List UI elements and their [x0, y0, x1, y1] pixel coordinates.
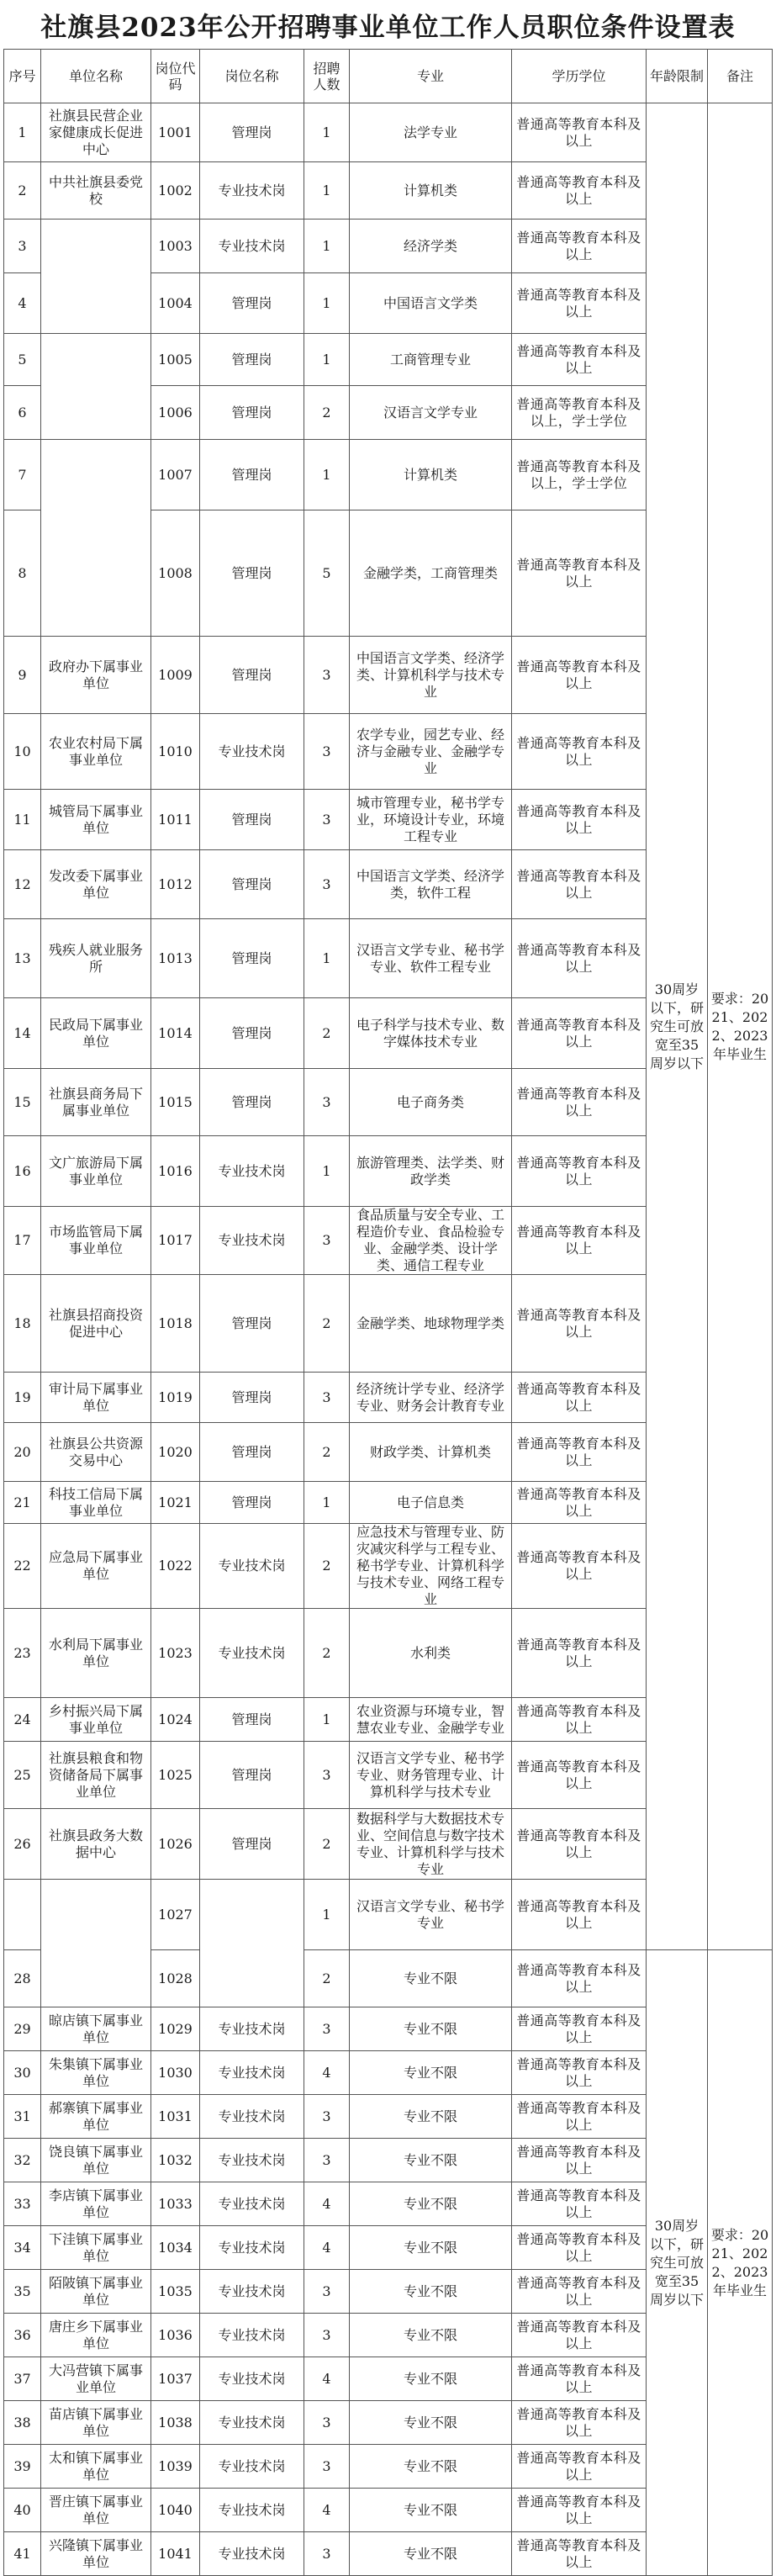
cell-unit: 社旗县政务大数据中心	[41, 1809, 151, 1880]
cell-post: 管理岗	[200, 1742, 304, 1809]
cell-no: 29	[4, 2007, 41, 2051]
cell-no: 41	[4, 2532, 41, 2576]
cell-major: 专业不限	[350, 2051, 512, 2095]
cell-post: 专业技术岗	[200, 2401, 304, 2445]
cell-major: 汉语言文学专业、秘书学专业、财务管理专业、计算机科学与技术专业	[350, 1742, 512, 1809]
cell-unit: 陌陂镇下属事业单位	[41, 2270, 151, 2314]
cell-unit: 民政局下属事业单位	[41, 998, 151, 1069]
cell-unit	[41, 1880, 151, 2007]
cell-num: 4	[304, 2226, 350, 2270]
cell-num: 1	[304, 334, 350, 386]
cell-no: 35	[4, 2270, 41, 2314]
cell-edu: 普通高等教育本科及以上	[512, 714, 647, 790]
cell-unit: 饶良镇下属事业单位	[41, 2139, 151, 2182]
cell-num: 3	[304, 2095, 350, 2139]
cell-no: 34	[4, 2226, 41, 2270]
cell-no: 22	[4, 1524, 41, 1609]
cell-major: 中国语言文学类、经济学类，软件工程	[350, 850, 512, 919]
cell-post: 管理岗	[200, 1809, 304, 1880]
cell-code: 1031	[151, 2095, 200, 2139]
cell-code: 1007	[151, 440, 200, 510]
cell-edu: 普通高等教育本科及以上	[512, 1609, 647, 1698]
cell-unit: 政府办下属事业单位	[41, 637, 151, 714]
cell-unit: 晋庄镇下属事业单位	[41, 2489, 151, 2532]
cell-no: 11	[4, 790, 41, 850]
cell-unit: 苗店镇下属事业单位	[41, 2401, 151, 2445]
cell-unit: 李店镇下属事业单位	[41, 2182, 151, 2226]
cell-unit: 唐庄乡下属事业单位	[41, 2314, 151, 2357]
cell-num: 3	[304, 2314, 350, 2357]
cell-no: 24	[4, 1698, 41, 1742]
header-no: 序号	[4, 50, 41, 103]
cell-num: 4	[304, 2051, 350, 2095]
cell-unit: 社旗县公共资源交易中心	[41, 1423, 151, 1482]
cell-code: 1017	[151, 1207, 200, 1275]
cell-major: 专业不限	[350, 2489, 512, 2532]
cell-major: 专业不限	[350, 2095, 512, 2139]
cell-no: 12	[4, 850, 41, 919]
cell-major: 专业不限	[350, 2007, 512, 2051]
cell-unit: 兴隆镇下属事业单位	[41, 2532, 151, 2576]
cell-major: 金融学类、地球物理学类	[350, 1275, 512, 1373]
cell-major: 汉语言文学专业	[350, 386, 512, 440]
cell-edu: 普通高等教育本科及以上	[512, 850, 647, 919]
header-num: 招聘人数	[304, 50, 350, 103]
cell-major: 专业不限	[350, 2401, 512, 2445]
cell-edu: 普通高等教育本科及以上	[512, 637, 647, 714]
cell-major: 电子信息类	[350, 1482, 512, 1524]
cell-no: 26	[4, 1809, 41, 1880]
cell-unit: 晾店镇下属事业单位	[41, 2007, 151, 2051]
cell-num: 3	[304, 2007, 350, 2051]
cell-no: 36	[4, 2314, 41, 2357]
cell-post: 管理岗	[200, 103, 304, 162]
cell-major: 专业不限	[350, 2445, 512, 2489]
header-unit: 单位名称	[41, 50, 151, 103]
cell-no: 9	[4, 637, 41, 714]
cell-code: 1029	[151, 2007, 200, 2051]
cell-unit: 文广旅游局下属事业单位	[41, 1136, 151, 1207]
cell-major: 旅游管理类、法学类、财政学类	[350, 1136, 512, 1207]
cell-major: 电子科学与技术专业、数字媒体技术专业	[350, 998, 512, 1069]
cell-no: 4	[4, 273, 41, 334]
cell-code: 1008	[151, 510, 200, 637]
cell-major: 数据科学与大数据技术专业、空间信息与数字技术专业、计算机科学与技术专业	[350, 1809, 512, 1880]
cell-major: 专业不限	[350, 2182, 512, 2226]
cell-edu: 普通高等教育本科及以上	[512, 1809, 647, 1880]
cell-code: 1024	[151, 1698, 200, 1742]
cell-code: 1021	[151, 1482, 200, 1524]
cell-num: 1	[304, 220, 350, 273]
cell-edu: 普通高等教育本科及以上	[512, 790, 647, 850]
cell-post: 专业技术岗	[200, 2270, 304, 2314]
cell-major: 专业不限	[350, 1950, 512, 2007]
cell-unit: 残疾人就业服务所	[41, 919, 151, 998]
cell-num: 3	[304, 850, 350, 919]
cell-edu: 普通高等教育本科及以上	[512, 1423, 647, 1482]
cell-edu: 普通高等教育本科及以上	[512, 2182, 647, 2226]
cell-code: 1033	[151, 2182, 200, 2226]
cell-unit: 市场监管局下属事业单位	[41, 1207, 151, 1275]
cell-edu: 普通高等教育本科及以上	[512, 2270, 647, 2314]
cell-major: 专业不限	[350, 2357, 512, 2401]
cell-num: 3	[304, 2401, 350, 2445]
cell-code: 1015	[151, 1069, 200, 1136]
header-row	[4, 50, 773, 103]
cell-post: 管理岗	[200, 334, 304, 386]
cell-unit: 科技工信局下属事业单位	[41, 1482, 151, 1524]
cell-edu: 普通高等教育本科及以上	[512, 220, 647, 273]
cell-edu: 普通高等教育本科及以上	[512, 1136, 647, 1207]
header-note: 备注	[708, 50, 773, 103]
cell-unit: 下洼镇下属事业单位	[41, 2226, 151, 2270]
cell-edu: 普通高等教育本科及以上	[512, 1069, 647, 1136]
cell-num: 1	[304, 103, 350, 162]
header-post: 岗位名称	[200, 50, 304, 103]
cell-major: 专业不限	[350, 2139, 512, 2182]
cell-code: 1026	[151, 1809, 200, 1880]
cell-code: 1016	[151, 1136, 200, 1207]
cell-edu: 普通高等教育本科及以上	[512, 1742, 647, 1809]
header-major: 专业	[350, 50, 512, 103]
cell-major: 汉语言文学专业、秘书学专业、软件工程专业	[350, 919, 512, 998]
cell-post: 管理岗	[200, 273, 304, 334]
cell-no: 3	[4, 220, 41, 273]
cell-unit: 社旗县商务局下属事业单位	[41, 1069, 151, 1136]
cell-post: 管理岗	[200, 919, 304, 998]
cell-no: 14	[4, 998, 41, 1069]
cell-code: 1014	[151, 998, 200, 1069]
cell-edu: 普通高等教育本科及以上	[512, 2007, 647, 2051]
cell-num: 1	[304, 919, 350, 998]
cell-code: 1019	[151, 1373, 200, 1423]
cell-no: 32	[4, 2139, 41, 2182]
cell-code: 1004	[151, 273, 200, 334]
cell-no: 21	[4, 1482, 41, 1524]
cell-edu: 普通高等教育本科及以上	[512, 1373, 647, 1423]
cell-num: 2	[304, 1275, 350, 1373]
cell-edu: 普通高等教育本科及以上	[512, 2051, 647, 2095]
cell-num: 3	[304, 1373, 350, 1423]
cell-num: 3	[304, 1069, 350, 1136]
cell-no: 25	[4, 1742, 41, 1809]
cell-post: 管理岗	[200, 637, 304, 714]
cell-no: 16	[4, 1136, 41, 1207]
cell-unit: 中共社旗县委党校	[41, 162, 151, 220]
cell-code: 1022	[151, 1524, 200, 1609]
cell-major: 经济学类	[350, 220, 512, 273]
cell-code: 1001	[151, 103, 200, 162]
cell-post: 管理岗	[200, 790, 304, 850]
cell-code: 1006	[151, 386, 200, 440]
cell-code: 1041	[151, 2532, 200, 2576]
cell-edu: 普通高等教育本科及以上	[512, 998, 647, 1069]
cell-num: 3	[304, 790, 350, 850]
cell-no: 15	[4, 1069, 41, 1136]
cell-edu: 普通高等教育本科及以上	[512, 103, 647, 162]
cell-num: 3	[304, 714, 350, 790]
cell-code: 1034	[151, 2226, 200, 2270]
cell-major: 财政学类、计算机类	[350, 1423, 512, 1482]
cell-code: 1005	[151, 334, 200, 386]
cell-major: 计算机类	[350, 440, 512, 510]
cell-num: 2	[304, 1950, 350, 2007]
cell-age-limit: 30周岁以下，研究生可放宽至35周岁以下	[647, 103, 708, 1950]
cell-code: 1023	[151, 1609, 200, 1698]
cell-code: 1039	[151, 2445, 200, 2489]
cell-major: 专业不限	[350, 2314, 512, 2357]
cell-post: 管理岗	[200, 510, 304, 637]
cell-note: 要求：2021、2022、2023年毕业生	[708, 103, 773, 1950]
positions-table	[3, 49, 773, 2576]
cell-major: 工商管理专业	[350, 334, 512, 386]
cell-edu: 普通高等教育本科及以上	[512, 1950, 647, 2007]
cell-num: 3	[304, 2139, 350, 2182]
cell-code: 1013	[151, 919, 200, 998]
cell-post: 专业技术岗	[200, 2051, 304, 2095]
cell-edu: 普通高等教育本科及以上	[512, 2445, 647, 2489]
cell-edu: 普通高等教育本科及以上	[512, 2401, 647, 2445]
cell-edu: 普通高等教育本科及以上	[512, 919, 647, 998]
cell-no: 7	[4, 440, 41, 510]
cell-post: 管理岗	[200, 1069, 304, 1136]
cell-num: 4	[304, 2182, 350, 2226]
cell-num: 1	[304, 1482, 350, 1524]
cell-major: 农学专业，园艺专业、经济与金融专业、金融学专业	[350, 714, 512, 790]
cell-unit: 社旗县民营企业家健康成长促进中心	[41, 103, 151, 162]
cell-major: 计算机类	[350, 162, 512, 220]
cell-code: 1038	[151, 2401, 200, 2445]
cell-major: 专业不限	[350, 2270, 512, 2314]
cell-code: 1003	[151, 220, 200, 273]
cell-major: 金融学类，工商管理类	[350, 510, 512, 637]
cell-edu: 普通高等教育本科及以上	[512, 1275, 647, 1373]
cell-major: 中国语言文学类	[350, 273, 512, 334]
cell-unit: 太和镇下属事业单位	[41, 2445, 151, 2489]
table-row	[4, 103, 773, 162]
cell-num: 3	[304, 637, 350, 714]
cell-no: 30	[4, 2051, 41, 2095]
cell-post: 专业技术岗	[200, 2357, 304, 2401]
cell-no: 40	[4, 2489, 41, 2532]
cell-no: 37	[4, 2357, 41, 2401]
cell-edu: 普通高等教育本科及以上	[512, 2532, 647, 2576]
cell-edu: 普通高等教育本科及以上	[512, 1880, 647, 1950]
cell-post: 管理岗	[200, 998, 304, 1069]
cell-code: 1002	[151, 162, 200, 220]
cell-num: 2	[304, 1609, 350, 1698]
header-age: 年龄限制	[647, 50, 708, 103]
cell-unit: 社旗县粮食和物资储备局下属事业单位	[41, 1742, 151, 1809]
cell-code: 1027	[151, 1880, 200, 1950]
cell-unit: 郝寨镇下属事业单位	[41, 2095, 151, 2139]
cell-no: 6	[4, 386, 41, 440]
cell-no: 23	[4, 1609, 41, 1698]
cell-major: 水利类	[350, 1609, 512, 1698]
cell-code: 1025	[151, 1742, 200, 1809]
cell-num: 3	[304, 2532, 350, 2576]
cell-major: 应急技术与管理专业、防灾减灾科学与工程专业、秘书学专业、计算机科学与技术专业、网络工程专业	[350, 1524, 512, 1609]
cell-num: 1	[304, 162, 350, 220]
cell-num: 1	[304, 1880, 350, 1950]
cell-code: 1030	[151, 2051, 200, 2095]
cell-post: 专业技术岗	[200, 220, 304, 273]
cell-unit: 乡村振兴局下属事业单位	[41, 1698, 151, 1742]
header-code: 岗位代码	[151, 50, 200, 103]
cell-edu: 普通高等教育本科及以上	[512, 2139, 647, 2182]
cell-no	[4, 1880, 41, 1950]
cell-unit: 发改委下属事业单位	[41, 850, 151, 919]
cell-major: 电子商务类	[350, 1069, 512, 1136]
cell-num: 1	[304, 440, 350, 510]
cell-edu: 普通高等教育本科及以上	[512, 2095, 647, 2139]
cell-num: 4	[304, 2489, 350, 2532]
cell-no: 10	[4, 714, 41, 790]
cell-code: 1035	[151, 2270, 200, 2314]
cell-num: 3	[304, 1207, 350, 1275]
cell-num: 2	[304, 998, 350, 1069]
cell-major: 汉语言文学专业、秘书学专业	[350, 1880, 512, 1950]
cell-post: 专业技术岗	[200, 2182, 304, 2226]
cell-edu: 普通高等教育本科及以上	[512, 162, 647, 220]
cell-major: 食品质量与安全专业、工程造价专业、食品检验专业、金融学类、设计学类、通信工程专业	[350, 1207, 512, 1275]
cell-post: 管理岗	[200, 1373, 304, 1423]
cell-edu: 普通高等教育本科及以上	[512, 2489, 647, 2532]
cell-major: 中国语言文学类、经济学类、计算机科学与技术专业	[350, 637, 512, 714]
cell-unit	[41, 220, 151, 334]
cell-post: 管理岗	[200, 440, 304, 510]
cell-post: 专业技术岗	[200, 2095, 304, 2139]
cell-num: 1	[304, 1698, 350, 1742]
cell-no: 28	[4, 1950, 41, 2007]
cell-post: 管理岗	[200, 1482, 304, 1524]
cell-no: 17	[4, 1207, 41, 1275]
cell-no: 20	[4, 1423, 41, 1482]
cell-unit: 农业农村局下属事业单位	[41, 714, 151, 790]
cell-post: 专业技术岗	[200, 2489, 304, 2532]
cell-post: 专业技术岗	[200, 162, 304, 220]
cell-post: 专业技术岗	[200, 1524, 304, 1609]
cell-post: 专业技术岗	[200, 1136, 304, 1207]
cell-num: 1	[304, 273, 350, 334]
cell-code: 1032	[151, 2139, 200, 2182]
cell-code: 1009	[151, 637, 200, 714]
cell-no: 13	[4, 919, 41, 998]
cell-unit: 应急局下属事业单位	[41, 1524, 151, 1609]
cell-major: 专业不限	[350, 2532, 512, 2576]
cell-post: 专业技术岗	[200, 2532, 304, 2576]
cell-edu: 普通高等教育本科及以上	[512, 1482, 647, 1524]
cell-post: 管理岗	[200, 386, 304, 440]
cell-edu: 普通高等教育本科及以上，学士学位	[512, 440, 647, 510]
cell-unit: 审计局下属事业单位	[41, 1373, 151, 1423]
cell-num: 2	[304, 386, 350, 440]
cell-code: 1037	[151, 2357, 200, 2401]
cell-no: 38	[4, 2401, 41, 2445]
header-edu: 学历学位	[512, 50, 647, 103]
cell-post: 专业技术岗	[200, 1609, 304, 1698]
cell-num: 5	[304, 510, 350, 637]
cell-num: 3	[304, 1742, 350, 1809]
cell-post: 专业技术岗	[200, 2314, 304, 2357]
cell-edu: 普通高等教育本科及以上	[512, 1207, 647, 1275]
cell-unit	[41, 440, 151, 637]
cell-no: 2	[4, 162, 41, 220]
cell-post: 专业技术岗	[200, 2226, 304, 2270]
cell-num: 2	[304, 1524, 350, 1609]
cell-code: 1012	[151, 850, 200, 919]
cell-post: 专业技术岗	[200, 714, 304, 790]
cell-code: 1020	[151, 1423, 200, 1482]
cell-edu: 普通高等教育本科及以上	[512, 334, 647, 386]
cell-no: 33	[4, 2182, 41, 2226]
cell-code: 1010	[151, 714, 200, 790]
cell-num: 3	[304, 2445, 350, 2489]
cell-no: 39	[4, 2445, 41, 2489]
cell-major: 专业不限	[350, 2226, 512, 2270]
cell-major: 农业资源与环境专业，智慧农业专业、金融学专业	[350, 1698, 512, 1742]
cell-note: 要求：2021、2022、2023年毕业生	[708, 1950, 773, 2576]
cell-post: 管理岗	[200, 850, 304, 919]
cell-code: 1018	[151, 1275, 200, 1373]
cell-post: 管理岗	[200, 1275, 304, 1373]
cell-num: 4	[304, 2357, 350, 2401]
cell-code: 1028	[151, 1950, 200, 2007]
cell-edu: 普通高等教育本科及以上	[512, 2357, 647, 2401]
cell-post	[200, 1880, 304, 2007]
cell-edu: 普通高等教育本科及以上	[512, 1524, 647, 1609]
cell-post: 专业技术岗	[200, 2139, 304, 2182]
cell-num: 2	[304, 1423, 350, 1482]
cell-edu: 普通高等教育本科及以上	[512, 510, 647, 637]
page-title: 社旗县2023年公开招聘事业单位工作人员职位条件设置表	[40, 12, 736, 43]
cell-unit: 城管局下属事业单位	[41, 790, 151, 850]
cell-unit: 水利局下属事业单位	[41, 1609, 151, 1698]
cell-edu: 普通高等教育本科及以上	[512, 273, 647, 334]
cell-post: 专业技术岗	[200, 2007, 304, 2051]
cell-edu: 普通高等教育本科及以上	[512, 2314, 647, 2357]
cell-edu: 普通高等教育本科及以上	[512, 2226, 647, 2270]
cell-post: 专业技术岗	[200, 1207, 304, 1275]
cell-unit: 朱集镇下属事业单位	[41, 2051, 151, 2095]
cell-code: 1036	[151, 2314, 200, 2357]
cell-edu: 普通高等教育本科及以上	[512, 1698, 647, 1742]
cell-code: 1011	[151, 790, 200, 850]
cell-edu: 普通高等教育本科及以上，学士学位	[512, 386, 647, 440]
cell-no: 18	[4, 1275, 41, 1373]
cell-num: 1	[304, 1136, 350, 1207]
cell-no: 5	[4, 334, 41, 386]
cell-unit: 社旗县招商投资促进中心	[41, 1275, 151, 1373]
cell-no: 8	[4, 510, 41, 637]
cell-no: 1	[4, 103, 41, 162]
cell-major: 法学专业	[350, 103, 512, 162]
cell-code: 1040	[151, 2489, 200, 2532]
cell-major: 经济统计学专业、经济学专业、财务会计教育专业	[350, 1373, 512, 1423]
cell-unit: 大冯营镇下属事业单位	[41, 2357, 151, 2401]
cell-post: 管理岗	[200, 1423, 304, 1482]
cell-major: 城市管理专业，秘书学专业，环境设计专业，环境工程专业	[350, 790, 512, 850]
cell-post: 管理岗	[200, 1698, 304, 1742]
cell-num: 3	[304, 2270, 350, 2314]
cell-num: 2	[304, 1809, 350, 1880]
cell-no: 31	[4, 2095, 41, 2139]
cell-no: 19	[4, 1373, 41, 1423]
cell-age-limit: 30周岁以下，研究生可放宽至35周岁以下	[647, 1950, 708, 2576]
cell-post: 专业技术岗	[200, 2445, 304, 2489]
cell-unit	[41, 334, 151, 440]
